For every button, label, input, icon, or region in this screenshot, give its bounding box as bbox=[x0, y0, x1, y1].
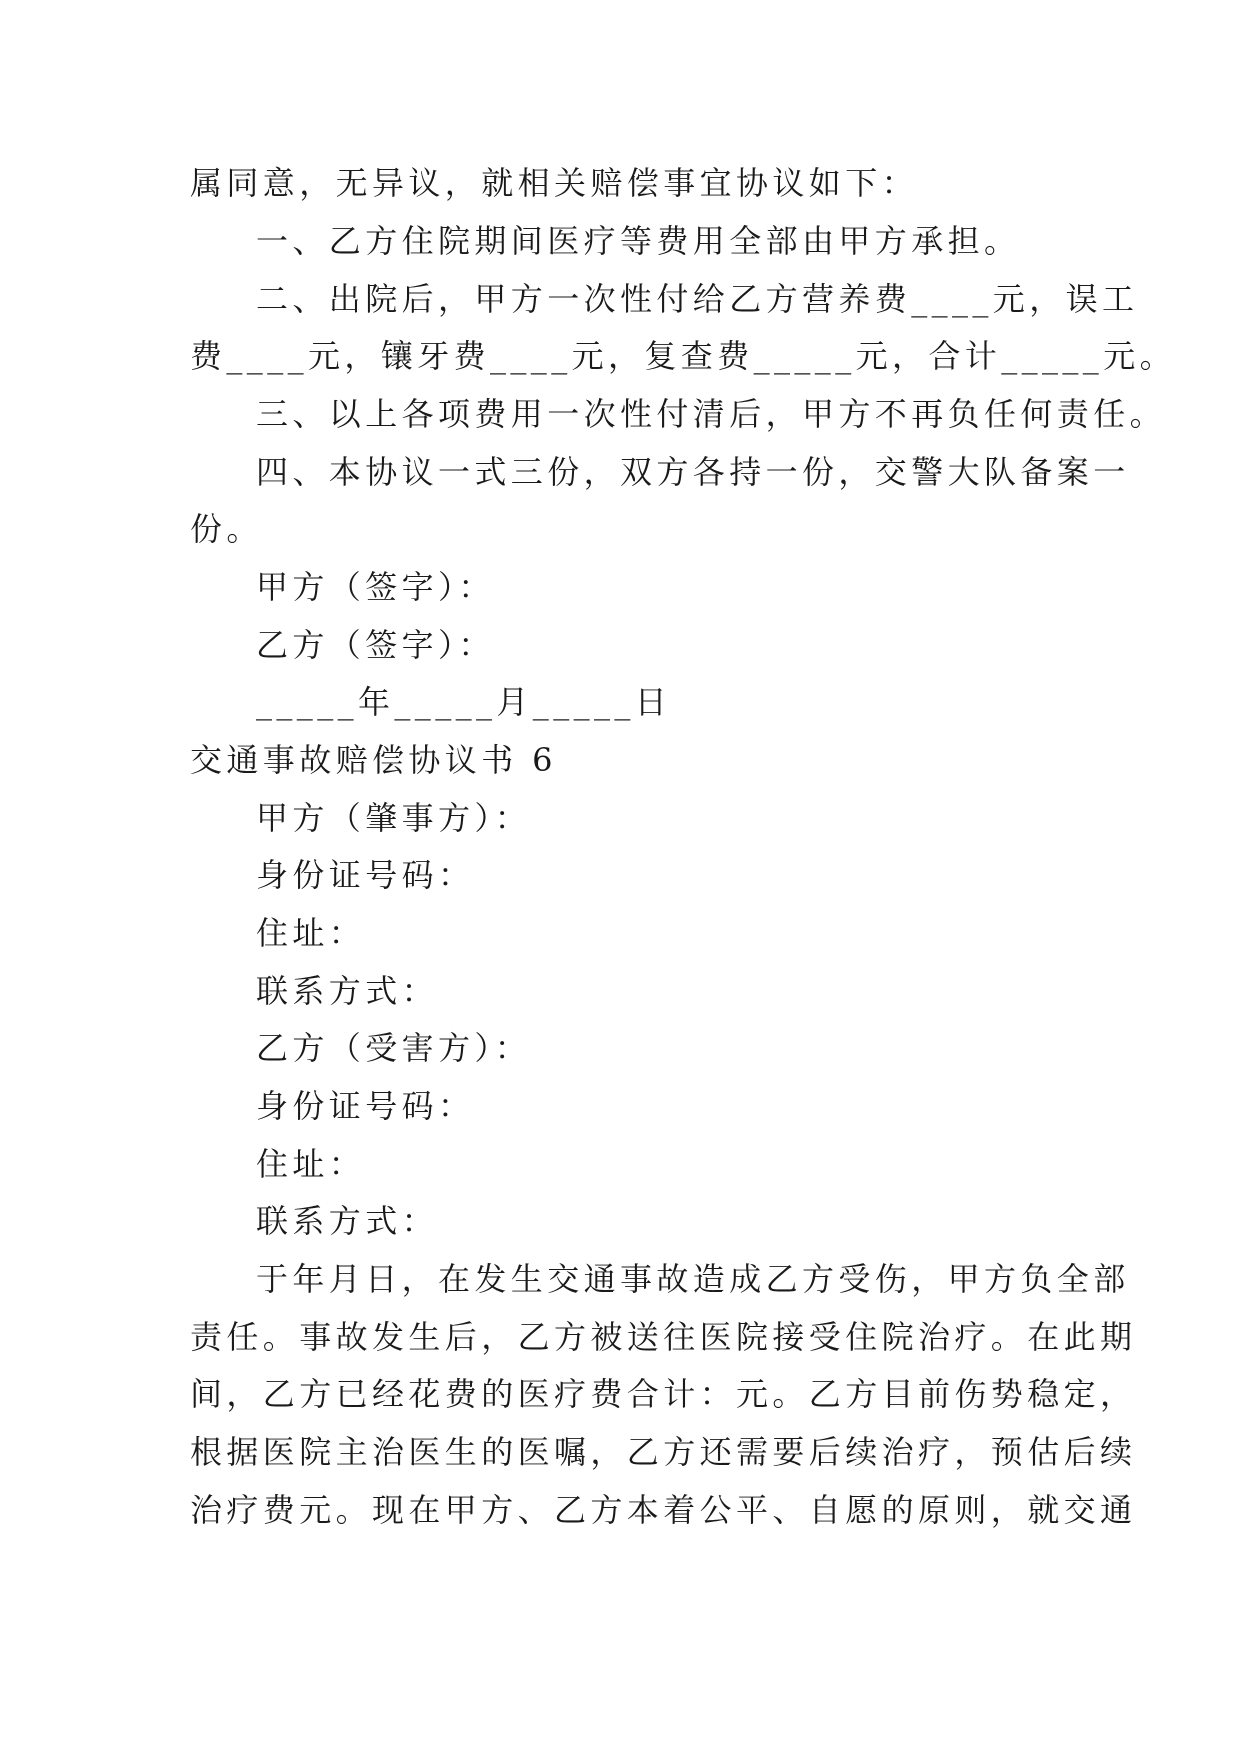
clause-1: 一、乙方住院期间医疗等费用全部由甲方承担。 bbox=[256, 222, 1021, 260]
clause-4: 四、本协议一式三份，双方各持一份，交警大队备案一 bbox=[256, 453, 1130, 491]
clause-2: 二、出院后，甲方一次性付给乙方营养费____元，误工 bbox=[256, 280, 1139, 318]
date-line: _____年_____月_____日 bbox=[256, 683, 672, 721]
party-a-contact: 联系方式： bbox=[256, 972, 439, 1010]
party-b-address: 住址： bbox=[256, 1145, 366, 1183]
clause-4-continued: 份。 bbox=[190, 510, 263, 548]
party-b-contact: 联系方式： bbox=[256, 1202, 439, 1240]
paragraph-line: 治疗费元。现在甲方、乙方本着公平、自愿的原则，就交通 bbox=[190, 1491, 1137, 1529]
party-a-id-number: 身份证号码： bbox=[256, 856, 475, 894]
paragraph-line: 根据医院主治医生的医嘱，乙方还需要后续治疗，预估后续 bbox=[190, 1433, 1137, 1471]
party-b-id-number: 身份证号码： bbox=[256, 1087, 475, 1125]
paragraph-line: 责任。事故发生后，乙方被送往医院接受住院治疗。在此期 bbox=[190, 1318, 1137, 1356]
paragraph-line: 于年月日，在发生交通事故造成乙方受伤，甲方负全部 bbox=[256, 1260, 1130, 1298]
paragraph-line: 属同意，无异议，就相关赔偿事宜协议如下： bbox=[190, 164, 919, 202]
paragraph-line: 间，乙方已经花费的医疗费合计：元。乙方目前伤势稳定， bbox=[190, 1375, 1137, 1413]
clause-2-continued: 费____元，镶牙费____元，复查费_____元，合计_____元。 bbox=[190, 337, 1177, 375]
clause-3: 三、以上各项费用一次性付清后，甲方不再负任何责任。 bbox=[256, 395, 1167, 433]
party-a-signature: 甲方（签字）： bbox=[256, 568, 495, 606]
party-a-label: 甲方（肇事方）： bbox=[256, 799, 532, 837]
party-b-label: 乙方（受害方）： bbox=[256, 1029, 532, 1067]
party-b-signature: 乙方（签字）： bbox=[256, 626, 495, 664]
section-title: 交通事故赔偿协议书 6 bbox=[190, 741, 557, 779]
party-a-address: 住址： bbox=[256, 914, 366, 952]
